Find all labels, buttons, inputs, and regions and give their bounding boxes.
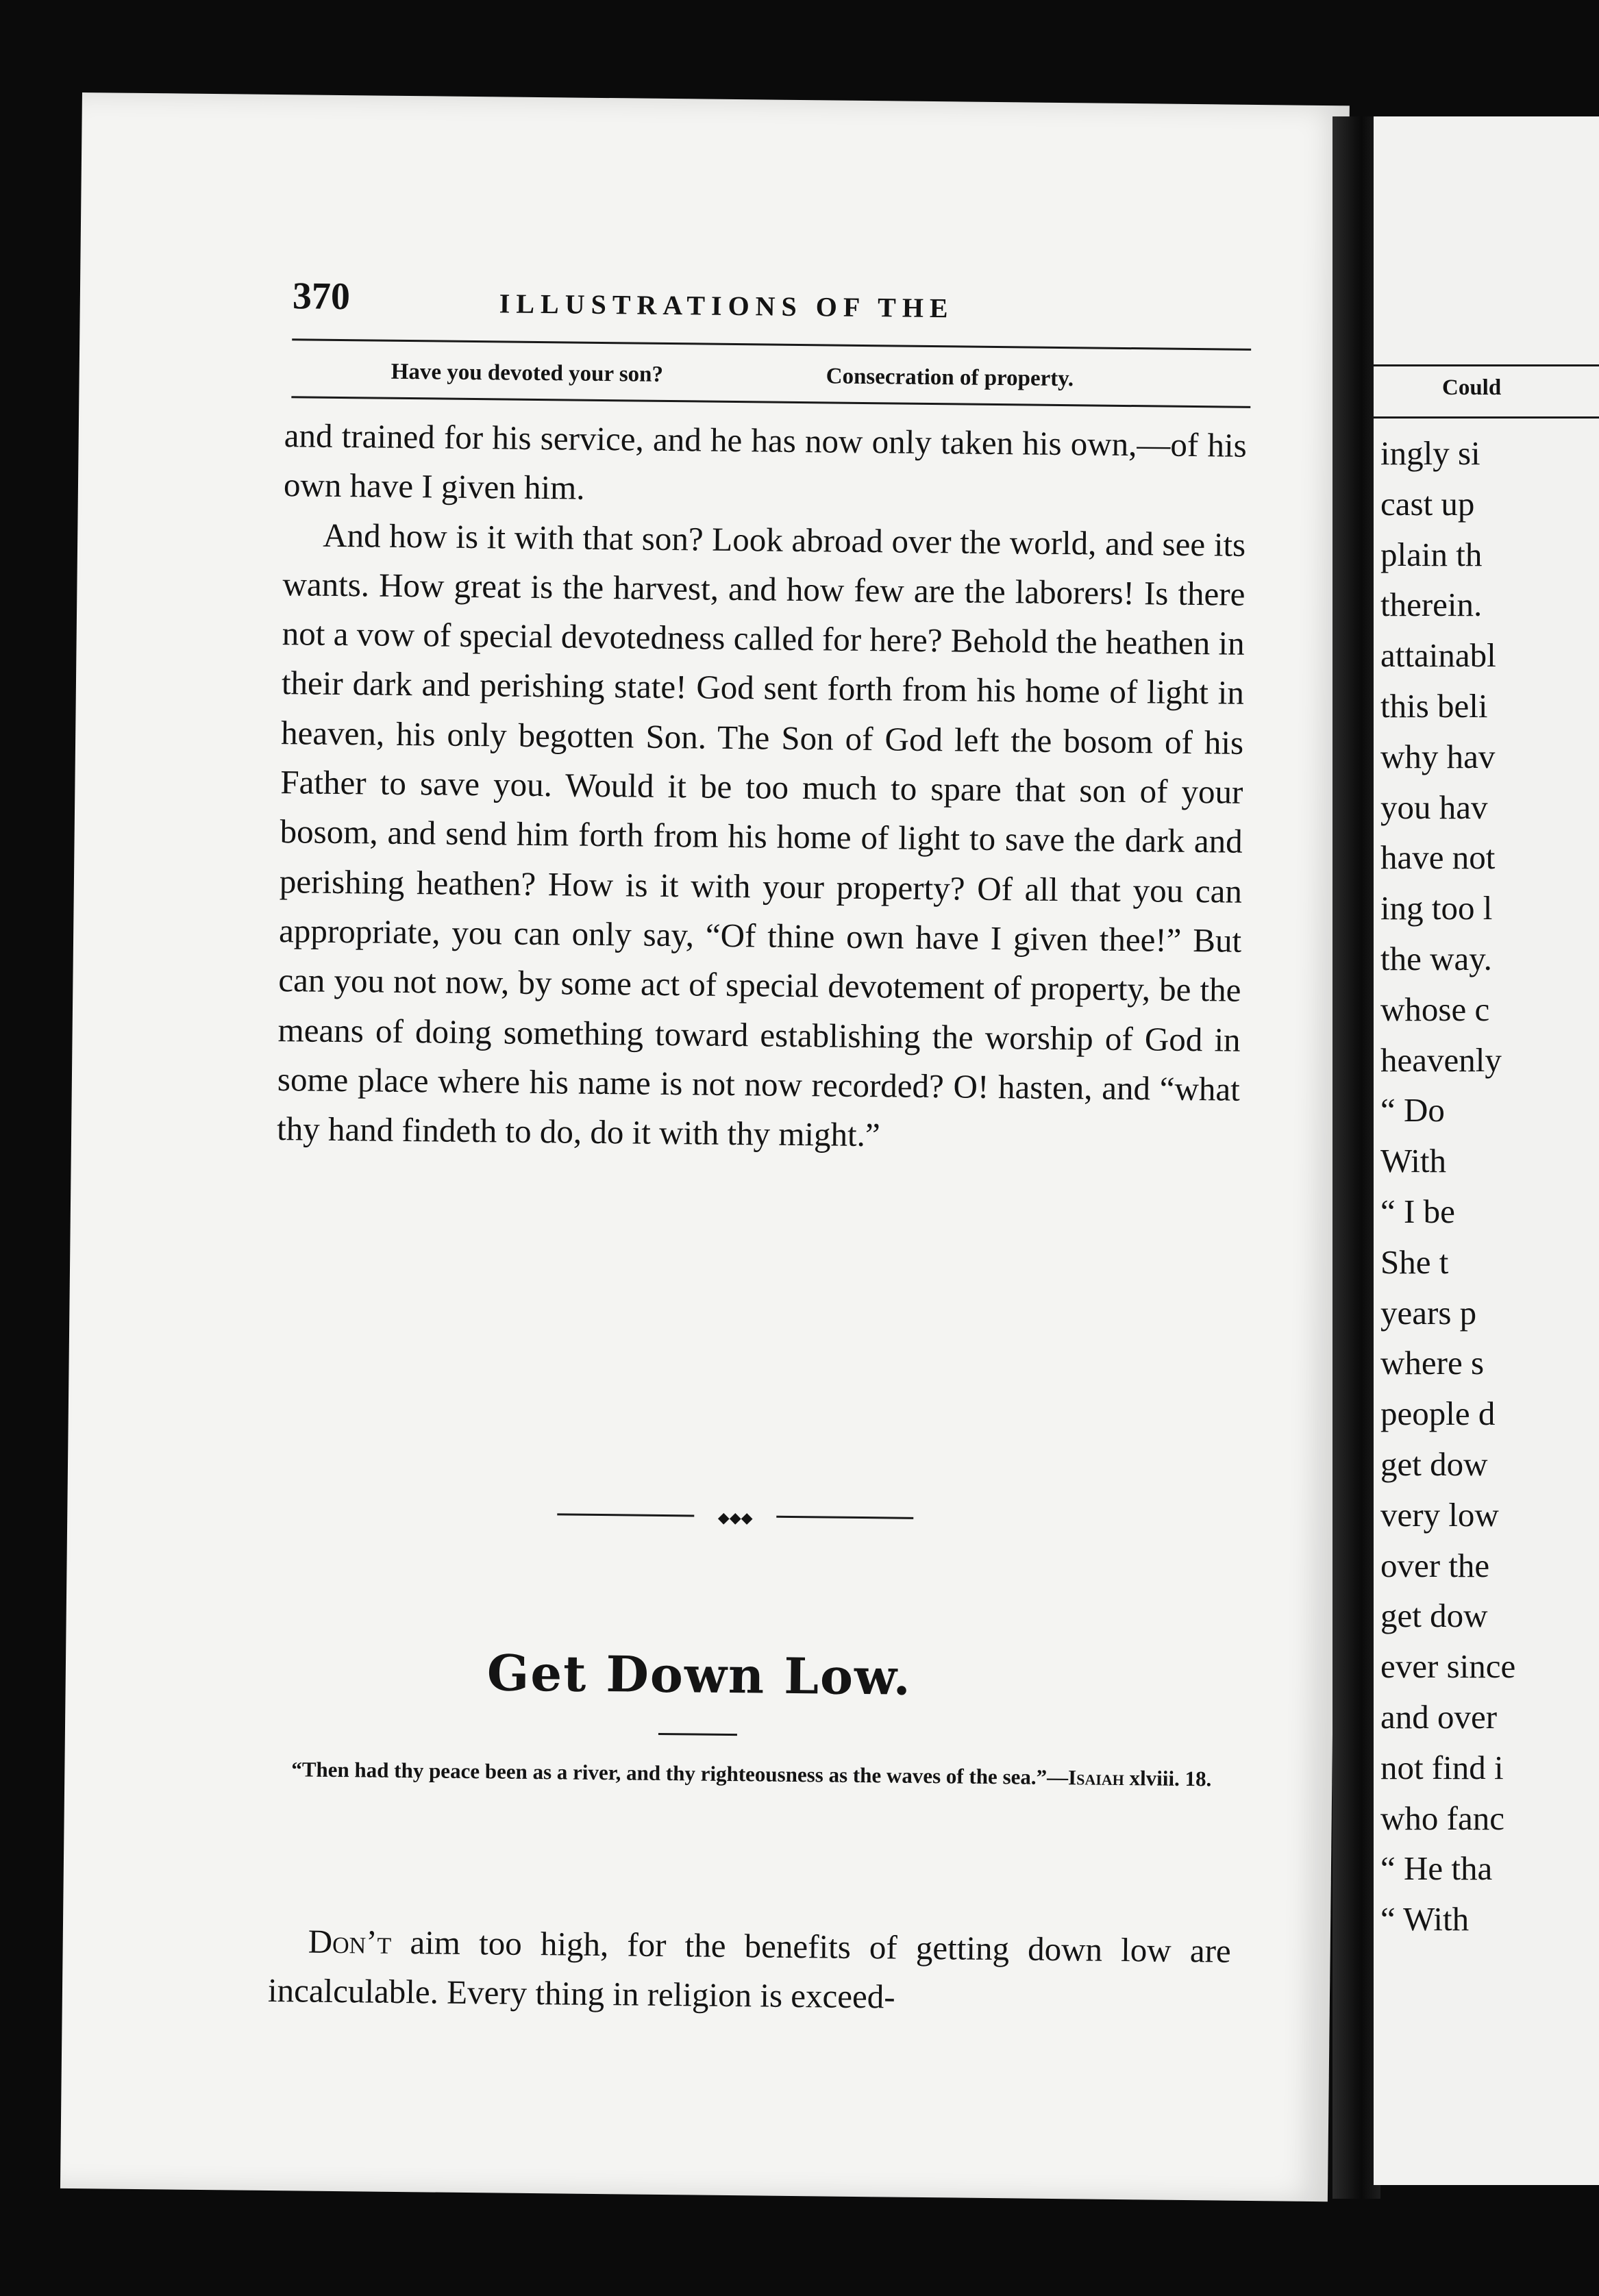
right-line: who fanc [1380, 1799, 1504, 1837]
right-line: therein. [1380, 586, 1483, 624]
right-line: ingly si [1380, 434, 1480, 472]
right-line: plain th [1380, 535, 1483, 573]
right-line: She t [1380, 1243, 1449, 1281]
right-line: ing too l [1380, 889, 1493, 927]
epigraph-citation-name: —Isaiah [1046, 1764, 1125, 1790]
divider-diamonds: ◆◆◆ [717, 1508, 753, 1527]
final-paragraph [268, 1917, 1231, 2025]
right-page [1374, 116, 1599, 2185]
right-line: and over [1380, 1697, 1498, 1736]
right-line: over the [1380, 1546, 1490, 1584]
header-rule-top [292, 338, 1251, 351]
subhead-left: Have you devoted your son? [391, 359, 664, 387]
subhead-right: Consecration of property. [826, 364, 1074, 392]
header-rule-bottom [291, 396, 1250, 408]
divider-line-left [557, 1513, 694, 1517]
right-line: get dow [1380, 1597, 1488, 1635]
right-line: “ I be [1380, 1192, 1455, 1230]
right-line: attainabl [1380, 636, 1496, 675]
epigraph-quote: “Then had thy peace been as a river, and thy righteousness as the waves of the sea.” [291, 1757, 1048, 1789]
right-line: where s [1380, 1344, 1485, 1382]
title-underline [658, 1733, 737, 1736]
running-title: ILLUSTRATIONS OF THE [499, 288, 954, 324]
paragraph-2: And how is it with that son? Look abroad over the world, and see its wants. How great is the harvest, and how few are the laborers! Is there not a vow of special devotedness called for here? Behold the heathen in their dark and perishing state! God sent forth from his home of light in heaven, his only begotten Son. The Son of God left the bosom of his Father to save you. Would it be too much to spare that son of your bosom, and send him forth from his home of light to save the dark and perishing heathen? How is it with your property? Of all that you can appropriate, you can only say, “Of thine own have I given thee!” But can you not now, by some act of special devotement of property, be the means of doing something toward establishing the worship of God in some place where his name is not now recorded? O! hasten, and “what thy hand findeth to do, do it with thy might.” [276, 516, 1246, 1154]
epigraph [270, 1752, 1232, 1797]
right-line: whose c [1380, 990, 1490, 1028]
left-page [60, 92, 1350, 2201]
right-line: this beli [1380, 686, 1488, 725]
right-line: why hav [1380, 737, 1496, 775]
epigraph-citation-ref: xlviii. 18. [1124, 1766, 1212, 1791]
right-line: “ He tha [1380, 1849, 1493, 1888]
right-line: people d [1380, 1395, 1496, 1433]
right-header-rule-bottom [1374, 416, 1599, 419]
right-line: years p [1380, 1293, 1477, 1332]
divider-line-right [776, 1516, 913, 1519]
right-header-rule-top [1374, 364, 1599, 366]
right-line: have not [1380, 838, 1496, 877]
paragraph-1: and trained for his service, and he has now only taken his own,—of his own have I given him. [283, 416, 1247, 508]
section-title: Get Down Low. [486, 1643, 913, 1706]
right-line: “ Do [1380, 1091, 1445, 1130]
right-line: get dow [1380, 1445, 1488, 1483]
right-line: “ With [1380, 1900, 1470, 1938]
right-line: heavenly [1380, 1040, 1502, 1079]
section-divider-ornament [557, 1507, 913, 1527]
right-line: very low [1380, 1495, 1499, 1534]
right-line: the way. [1380, 939, 1492, 977]
right-line: cast up [1380, 484, 1475, 523]
right-page-text [1380, 428, 1515, 1945]
final-paragraph-text: aim too high, for the benefits of getting down low are incalculable. Every thing in religion is exceed- [267, 1923, 1231, 2016]
body-text [277, 411, 1247, 1164]
right-line: not find i [1380, 1748, 1504, 1786]
right-line: With [1380, 1142, 1447, 1180]
right-line: you hav [1380, 788, 1488, 826]
final-paragraph-lead: Don’t [308, 1922, 392, 1961]
right-line: ever since [1380, 1647, 1516, 1686]
page-number: 370 [292, 275, 351, 319]
right-subhead-fragment: Could [1442, 375, 1502, 400]
